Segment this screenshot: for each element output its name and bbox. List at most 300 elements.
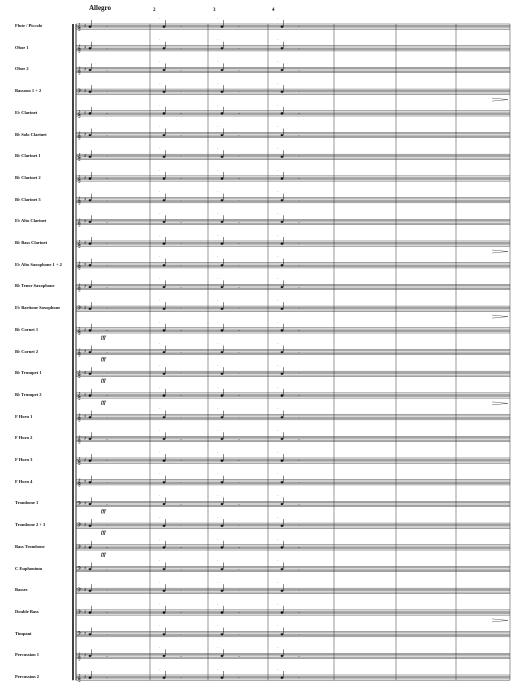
note-head bbox=[163, 612, 166, 614]
accent-mark: ˆ bbox=[277, 581, 279, 586]
key-signature: ♯ bbox=[84, 327, 87, 334]
note-head bbox=[89, 677, 92, 679]
rest-symbol: – bbox=[238, 609, 240, 615]
clef-symbol: 𝄢 bbox=[77, 305, 82, 314]
accent-mark: ˆ bbox=[159, 125, 161, 130]
rest-symbol: – bbox=[180, 89, 182, 95]
accent-mark: ˆ bbox=[277, 472, 279, 477]
key-signature: ♯ bbox=[84, 435, 87, 442]
note-head bbox=[221, 373, 224, 375]
note-head bbox=[281, 655, 284, 657]
rest-symbol: – bbox=[106, 609, 108, 615]
note-head bbox=[163, 134, 166, 136]
accent-mark: ˆ bbox=[217, 451, 219, 455]
instrument-label: B♭ Tenor Saxophone bbox=[15, 283, 55, 289]
instrument-label: B♭ Solo Clarinet bbox=[15, 131, 47, 137]
dynamic-marking: fff bbox=[101, 531, 106, 537]
note-head bbox=[89, 329, 92, 331]
accent-mark: ˆ bbox=[277, 234, 279, 238]
note-head bbox=[281, 503, 284, 505]
rest-symbol: – bbox=[238, 175, 240, 181]
accent-mark: ˆ bbox=[217, 255, 219, 260]
key-signature: ♯ bbox=[84, 175, 87, 182]
note-head bbox=[163, 546, 166, 548]
rest-symbol: – bbox=[180, 392, 182, 398]
note-head bbox=[163, 395, 166, 397]
rest-symbol: – bbox=[106, 327, 108, 333]
rest-symbol: – bbox=[298, 306, 300, 312]
note-head bbox=[221, 26, 224, 28]
accent-mark: ˆ bbox=[159, 407, 161, 412]
instrument-label: B♭ Trumpet 1 bbox=[15, 370, 42, 376]
rest-symbol: – bbox=[106, 566, 108, 572]
note-head bbox=[163, 481, 166, 483]
key-signature: ♯ bbox=[84, 652, 87, 659]
rest-symbol: – bbox=[238, 414, 240, 420]
accent-mark: ˆ bbox=[217, 82, 219, 87]
rest-symbol: – bbox=[180, 45, 182, 51]
rest-symbol: – bbox=[106, 631, 108, 637]
rest-symbol: – bbox=[180, 588, 182, 594]
accent-mark: ˆ bbox=[159, 385, 161, 390]
key-signature: ♯ bbox=[84, 218, 87, 225]
rest-symbol: – bbox=[298, 458, 300, 463]
key-signature: ♯ bbox=[84, 544, 87, 551]
note-head bbox=[163, 525, 166, 527]
accent-mark: ˆ bbox=[159, 299, 161, 304]
accent-mark: ˆ bbox=[217, 407, 219, 412]
rest-symbol: – bbox=[298, 67, 300, 73]
note-head bbox=[281, 633, 284, 635]
note-head bbox=[163, 460, 166, 462]
rest-symbol: – bbox=[238, 24, 240, 29]
accent-mark: ˆ bbox=[217, 38, 219, 43]
rest-symbol: – bbox=[106, 371, 108, 377]
hairpin bbox=[492, 619, 508, 622]
note-head bbox=[281, 612, 284, 614]
rest-symbol: – bbox=[238, 436, 240, 442]
note-head bbox=[281, 308, 284, 310]
instrument-label: B♭ Cornet 2 bbox=[15, 348, 39, 354]
accent-mark: ˆ bbox=[159, 451, 161, 455]
instrument-label: Bassoon 1 + 2 bbox=[15, 88, 42, 94]
accent-mark: ˆ bbox=[217, 320, 219, 325]
note-head bbox=[281, 351, 284, 353]
note-head bbox=[221, 134, 224, 136]
measure-number: 3 bbox=[213, 8, 216, 13]
accent-mark: ˆ bbox=[159, 342, 161, 347]
accent-mark: ˆ bbox=[277, 342, 279, 347]
accent-mark: ˆ bbox=[217, 472, 219, 477]
note-head bbox=[163, 286, 166, 288]
rest-symbol: – bbox=[298, 392, 300, 398]
instrument-label: Trombone 2 + 3 bbox=[15, 522, 46, 528]
rest-symbol: – bbox=[180, 566, 182, 572]
clef-symbol: 𝄞 bbox=[77, 131, 82, 140]
key-signature: ♯ bbox=[84, 262, 87, 269]
accent-mark: ˆ bbox=[217, 212, 219, 217]
accent-mark: ˆ bbox=[159, 559, 161, 564]
accent-mark: ˆ bbox=[277, 668, 279, 672]
note-head bbox=[221, 525, 224, 527]
note-head bbox=[221, 329, 224, 331]
accent-mark: ˆ bbox=[277, 624, 279, 629]
rest-symbol: – bbox=[106, 479, 108, 485]
key-signature: ♯ bbox=[84, 566, 87, 572]
note-head bbox=[221, 112, 224, 114]
rest-symbol: – bbox=[298, 414, 300, 420]
accent-mark: ˆ bbox=[217, 602, 219, 607]
clef-symbol: 𝄞 bbox=[77, 240, 82, 248]
rest-symbol: – bbox=[238, 349, 240, 355]
note-head bbox=[221, 633, 224, 635]
accent-mark: ˆ bbox=[217, 559, 219, 564]
rest-symbol: – bbox=[106, 458, 108, 463]
note-head bbox=[221, 264, 224, 266]
clef-symbol: 𝄢 bbox=[77, 543, 82, 552]
clef-symbol: 𝄞 bbox=[77, 109, 82, 118]
rest-symbol: – bbox=[106, 154, 108, 160]
rest-symbol: – bbox=[298, 327, 300, 333]
accent-mark: ˆ bbox=[159, 472, 161, 477]
note-head bbox=[89, 525, 92, 527]
rest-symbol: – bbox=[298, 501, 300, 507]
accent-mark: ˆ bbox=[277, 277, 279, 282]
rest-symbol: – bbox=[106, 110, 108, 116]
rest-symbol: – bbox=[238, 501, 240, 507]
key-signature: ♯ bbox=[84, 197, 87, 204]
key-signature: ♯ bbox=[84, 631, 87, 638]
note-head bbox=[89, 481, 92, 483]
note-head bbox=[281, 568, 284, 570]
instrument-label: Double Bass bbox=[15, 608, 39, 614]
instrument-label: Bass Trombone bbox=[15, 543, 45, 549]
accent-mark: ˆ bbox=[217, 103, 219, 108]
rest-symbol: – bbox=[180, 175, 182, 181]
rest-symbol: – bbox=[106, 653, 108, 659]
measure-number: 2 bbox=[153, 8, 156, 13]
clef-symbol: 𝄢 bbox=[77, 630, 82, 639]
rest-symbol: – bbox=[180, 544, 182, 550]
note-head bbox=[89, 199, 92, 201]
rest-symbol: – bbox=[180, 523, 182, 529]
key-signature: ♯ bbox=[84, 522, 87, 529]
clef-symbol: 𝄞 bbox=[77, 66, 82, 75]
hairpin bbox=[492, 315, 508, 318]
accent-mark: ˆ bbox=[277, 103, 279, 108]
rest-symbol: – bbox=[106, 523, 108, 529]
key-signature: ♯ bbox=[84, 609, 87, 616]
rest-symbol: – bbox=[298, 110, 300, 116]
accent-mark: ˆ bbox=[217, 385, 219, 390]
dynamic-marking: fff bbox=[101, 552, 106, 558]
rest-symbol: – bbox=[106, 241, 108, 246]
rest-symbol: – bbox=[106, 284, 108, 290]
rest-symbol: – bbox=[106, 414, 108, 420]
key-signature: ♯ bbox=[84, 153, 87, 160]
accent-mark: ˆ bbox=[217, 234, 219, 238]
accent-mark: ˆ bbox=[277, 537, 279, 542]
note-head bbox=[281, 264, 284, 266]
accent-mark: ˆ bbox=[217, 277, 219, 282]
note-head bbox=[281, 438, 284, 440]
rest-symbol: – bbox=[298, 631, 300, 637]
accent-mark: ˆ bbox=[217, 364, 219, 369]
rest-symbol: – bbox=[238, 544, 240, 550]
measure-number: 4 bbox=[272, 8, 275, 13]
rest-symbol: – bbox=[238, 371, 240, 377]
note-head bbox=[89, 112, 92, 114]
accent-mark: ˆ bbox=[217, 429, 219, 434]
rest-symbol: – bbox=[180, 436, 182, 442]
rest-symbol: – bbox=[298, 89, 300, 95]
note-head bbox=[163, 47, 166, 49]
instrument-label: Percussion 2 bbox=[15, 674, 40, 679]
accent-mark: ˆ bbox=[159, 624, 161, 629]
note-head bbox=[89, 308, 92, 310]
instrument-label: F Horn 1 bbox=[15, 413, 33, 419]
accent-mark: ˆ bbox=[217, 17, 219, 21]
rest-symbol: – bbox=[298, 371, 300, 377]
accent-mark: ˆ bbox=[159, 364, 161, 369]
note-head bbox=[89, 26, 92, 28]
instrument-label: B♭ Cornet 1 bbox=[15, 326, 39, 332]
accent-mark: ˆ bbox=[217, 494, 219, 499]
note-head bbox=[281, 286, 284, 288]
clef-symbol: 𝄞 bbox=[77, 435, 82, 444]
clef-symbol: 𝄢 bbox=[77, 608, 82, 617]
rest-symbol: – bbox=[238, 327, 240, 333]
note-head bbox=[163, 677, 166, 679]
rest-symbol: – bbox=[298, 523, 300, 529]
instrument-label: F Horn 4 bbox=[15, 478, 33, 484]
accent-mark: ˆ bbox=[277, 385, 279, 390]
accent-mark: ˆ bbox=[277, 60, 279, 65]
rest-symbol: – bbox=[298, 544, 300, 550]
note-head bbox=[163, 438, 166, 440]
rest-symbol: – bbox=[238, 154, 240, 160]
note-head bbox=[163, 373, 166, 375]
note-head bbox=[221, 612, 224, 614]
note-head bbox=[221, 199, 224, 201]
dynamic-marking: fff bbox=[101, 335, 106, 341]
accent-mark: ˆ bbox=[277, 364, 279, 369]
key-signature: ♯ bbox=[84, 23, 87, 30]
rest-symbol: – bbox=[180, 349, 182, 355]
note-head bbox=[163, 655, 166, 657]
instrument-label: Oboe 2 bbox=[15, 66, 29, 72]
accent-mark: ˆ bbox=[217, 60, 219, 65]
accent-mark: ˆ bbox=[217, 537, 219, 542]
accent-mark: ˆ bbox=[159, 668, 161, 672]
instrument-label: B♭ Clarinet 2 bbox=[15, 174, 41, 180]
accent-mark: ˆ bbox=[277, 559, 279, 564]
rest-symbol: – bbox=[180, 501, 182, 507]
rest-symbol: – bbox=[106, 67, 108, 73]
note-head bbox=[89, 633, 92, 635]
rest-symbol: – bbox=[298, 675, 300, 680]
rest-symbol: – bbox=[298, 219, 300, 225]
dynamic-marking: fff bbox=[101, 509, 106, 515]
accent-mark: ˆ bbox=[159, 190, 161, 195]
rest-symbol: – bbox=[180, 219, 182, 225]
note-head bbox=[89, 438, 92, 440]
instrument-label: Basses bbox=[15, 587, 28, 593]
rest-symbol: – bbox=[298, 609, 300, 615]
note-head bbox=[89, 221, 92, 223]
clef-symbol: 𝄞 bbox=[77, 261, 82, 270]
accent-mark: ˆ bbox=[159, 494, 161, 499]
accent-mark: ˆ bbox=[217, 147, 219, 152]
rest-symbol: – bbox=[106, 219, 108, 225]
note-head bbox=[163, 568, 166, 570]
key-signature: ♯ bbox=[84, 414, 87, 421]
note-head bbox=[281, 395, 284, 397]
note-head bbox=[221, 308, 224, 310]
instrument-label: Flute / Piccolo bbox=[15, 23, 43, 28]
note-head bbox=[163, 633, 166, 635]
note-head bbox=[221, 395, 224, 397]
key-signature: ♯ bbox=[84, 283, 87, 290]
rest-symbol: – bbox=[298, 241, 300, 246]
instrument-label: E♭ Baritone Saxophone bbox=[15, 305, 61, 311]
clef-symbol: 𝄞 bbox=[77, 457, 82, 465]
rest-symbol: – bbox=[238, 132, 240, 138]
rest-symbol: – bbox=[180, 284, 182, 290]
note-head bbox=[221, 351, 224, 353]
key-signature: ♯ bbox=[84, 240, 87, 247]
note-head bbox=[89, 612, 92, 614]
rest-symbol: – bbox=[238, 262, 240, 268]
clef-symbol: 𝄢 bbox=[77, 500, 82, 509]
note-head bbox=[163, 178, 166, 180]
rest-symbol: – bbox=[106, 175, 108, 181]
rest-symbol: – bbox=[298, 436, 300, 442]
note-head bbox=[221, 156, 224, 158]
note-head bbox=[163, 590, 166, 592]
instrument-label: B♭ Bass Clarinet bbox=[15, 240, 48, 245]
instrument-label: Timpani bbox=[15, 630, 32, 636]
clef-symbol: 𝄞 bbox=[77, 391, 82, 400]
note-head bbox=[281, 416, 284, 418]
rest-symbol: – bbox=[180, 631, 182, 637]
note-head bbox=[89, 546, 92, 548]
accent-mark: ˆ bbox=[277, 212, 279, 217]
note-head bbox=[281, 373, 284, 375]
note-head bbox=[221, 568, 224, 570]
note-head bbox=[221, 481, 224, 483]
accent-mark: ˆ bbox=[277, 255, 279, 260]
accent-mark: ˆ bbox=[277, 190, 279, 195]
rest-symbol: – bbox=[298, 175, 300, 181]
rest-symbol: – bbox=[180, 110, 182, 116]
instrument-label: B♭ Clarinet 1 bbox=[15, 153, 41, 159]
clef-symbol: 𝄞 bbox=[77, 23, 82, 31]
rest-symbol: – bbox=[180, 458, 182, 463]
rest-symbol: – bbox=[238, 284, 240, 290]
clef-symbol: 𝄞 bbox=[77, 196, 82, 205]
note-head bbox=[221, 460, 224, 462]
note-head bbox=[163, 69, 166, 71]
accent-mark: ˆ bbox=[277, 494, 279, 499]
note-head bbox=[89, 264, 92, 266]
note-head bbox=[89, 395, 92, 397]
accent-mark: ˆ bbox=[217, 125, 219, 130]
key-signature: ♯ bbox=[84, 500, 87, 507]
rest-symbol: – bbox=[180, 653, 182, 659]
accent-mark: ˆ bbox=[277, 451, 279, 455]
clef-symbol: 𝄞 bbox=[77, 652, 82, 661]
accent-mark: ˆ bbox=[159, 255, 161, 260]
note-head bbox=[163, 221, 166, 223]
accent-mark: ˆ bbox=[159, 38, 161, 43]
note-head bbox=[281, 112, 284, 114]
accent-mark: ˆ bbox=[277, 299, 279, 304]
dynamic-marking: fff bbox=[101, 357, 106, 363]
note-head bbox=[89, 156, 92, 158]
note-head bbox=[281, 677, 284, 679]
instrument-label: Percussion 1 bbox=[15, 652, 40, 658]
rest-symbol: – bbox=[180, 154, 182, 160]
note-head bbox=[221, 91, 224, 93]
key-signature: ♯ bbox=[84, 110, 87, 117]
accent-mark: ˆ bbox=[217, 342, 219, 347]
clef-symbol: 𝄞 bbox=[77, 218, 82, 227]
note-head bbox=[89, 416, 92, 418]
note-head bbox=[221, 655, 224, 657]
note-head bbox=[281, 69, 284, 71]
clef-symbol: 𝄞 bbox=[77, 370, 82, 379]
key-signature: ♯ bbox=[84, 305, 87, 312]
accent-mark: ˆ bbox=[277, 646, 279, 651]
rest-symbol: – bbox=[298, 284, 300, 290]
instrument-label: E♭ Alto Saxophone 1 + 2 bbox=[15, 261, 62, 267]
note-head bbox=[221, 677, 224, 679]
rest-symbol: – bbox=[180, 609, 182, 615]
accent-mark: ˆ bbox=[159, 537, 161, 542]
note-head bbox=[89, 655, 92, 657]
key-signature: ♯ bbox=[84, 370, 87, 377]
accent-mark: ˆ bbox=[159, 320, 161, 325]
note-head bbox=[281, 546, 284, 548]
note-head bbox=[89, 568, 92, 570]
accent-mark: ˆ bbox=[217, 581, 219, 586]
hairpin bbox=[492, 402, 508, 405]
note-head bbox=[221, 47, 224, 49]
dynamic-marking: fff bbox=[101, 400, 106, 406]
clef-symbol: 𝄢 bbox=[77, 587, 82, 596]
instrument-label: E♭ Clarinet bbox=[15, 109, 38, 115]
rest-symbol: – bbox=[106, 349, 108, 355]
note-head bbox=[221, 69, 224, 71]
accent-mark: ˆ bbox=[277, 17, 279, 21]
note-head bbox=[221, 286, 224, 288]
rest-symbol: – bbox=[180, 371, 182, 377]
accent-mark: ˆ bbox=[159, 60, 161, 65]
instrument-label: B♭ Trumpet 2 bbox=[15, 391, 42, 397]
rest-symbol: – bbox=[298, 566, 300, 572]
note-head bbox=[281, 178, 284, 180]
rest-symbol: – bbox=[180, 414, 182, 420]
clef-symbol: 𝄢 bbox=[77, 565, 82, 574]
note-head bbox=[281, 329, 284, 331]
rest-symbol: – bbox=[238, 675, 240, 680]
clef-symbol: 𝄞 bbox=[77, 674, 82, 682]
rest-symbol: – bbox=[180, 479, 182, 485]
rest-symbol: – bbox=[106, 392, 108, 398]
note-head bbox=[163, 112, 166, 114]
note-head bbox=[221, 503, 224, 505]
